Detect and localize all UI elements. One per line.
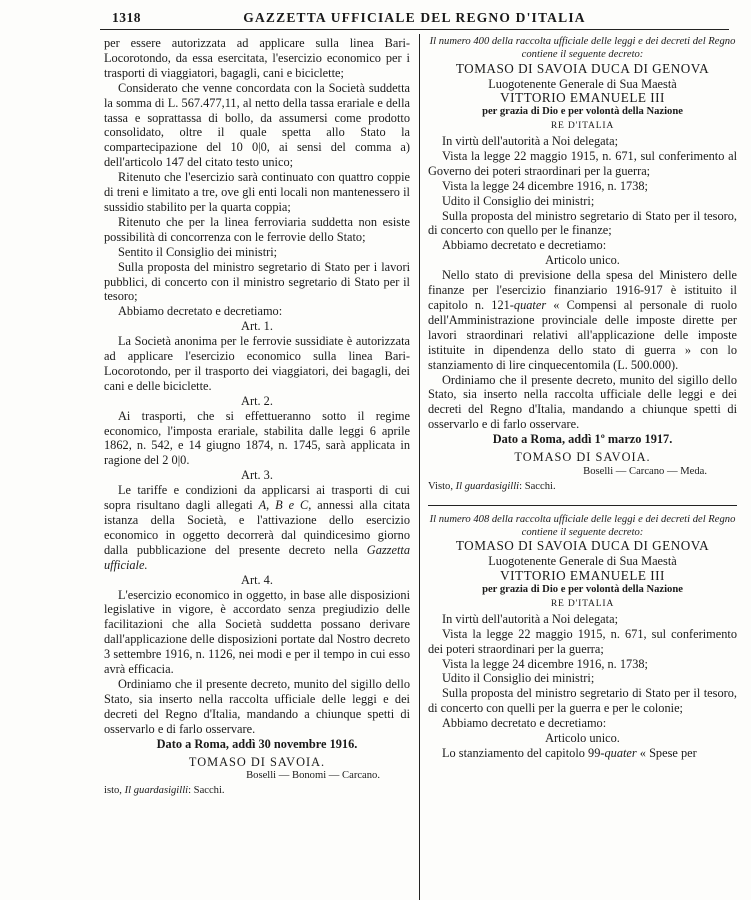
- text-run: Visto,: [428, 480, 456, 492]
- text-run: quater: [604, 745, 637, 760]
- dated-line: Dato a Roma, addì 30 novembre 1916.: [156, 736, 358, 751]
- grazia-line: per grazia di Dio e per volontà della Nazione: [482, 584, 683, 596]
- paragraph: Sentito il Consiglio dei ministri;: [118, 244, 278, 259]
- signer: TOMASO DI SAVOIA.: [514, 450, 651, 465]
- grazia-line: per grazia di Dio e per volontà della Nazione: [482, 106, 683, 118]
- text-run: Nello stato di previsione della spesa del Ministero delle finanze per l'esercizio finanziario 1916-917 è istituito il capitolo n. 121-: [428, 268, 737, 312]
- visto-line: [428, 480, 737, 495]
- dated-line: Dato a Roma, addì 1º marzo 1917.: [492, 432, 673, 447]
- article-title: Articolo unico.: [545, 253, 620, 268]
- paragraph: Vista la legge 22 maggio 1915, n. 671, sul conferimento al Governo dei poteri straordinari per la guerra;: [428, 148, 737, 178]
- text-run: Le tariffe e condizioni da applicarsi ai trasporti di cui sopra risultano dagli allegati: [104, 483, 410, 513]
- text-run: isto,: [104, 785, 125, 797]
- decree-subtitle: Luogotenente Generale di Sua Maestà: [488, 76, 677, 91]
- text-run: : Sacchi.: [188, 785, 225, 797]
- paragraph: per essere autorizzata ad applicare sulla linea Bari-Locorotondo, da essa esercitata, l'esercizio economico per i trasporti di viaggiatori, bagagli, cani e biciclette;: [104, 36, 410, 80]
- re-ditalia: RE D'ITALIA: [550, 597, 615, 609]
- paragraph: Vista la legge 22 maggio 1915, n. 671, sul conferimento dei poteri straordinari per la guerra;: [428, 626, 737, 656]
- countersignatures: Boselli — Carcano — Meda.: [583, 465, 707, 477]
- paragraph: Udito il Consiglio dei ministri;: [442, 193, 595, 208]
- text-run: Lo stanziamento del capitolo 99-: [442, 745, 605, 760]
- decree-intro: Il numero 408 della raccolta ufficiale delle leggi e dei decreti del Regno contiene il seguente decreto:: [429, 513, 736, 538]
- king-name: VITTORIO EMANUELE III: [500, 568, 665, 584]
- text-run: quater: [513, 297, 547, 312]
- paragraph: In virtù dell'autorità a Noi delegata;: [442, 134, 619, 149]
- column-divider: [419, 34, 420, 900]
- text-run: annessi alla citata istanza della Società, e l'attivazione dello esercizio economico in oggetto decorrerà dal quindicesimo giorno dalla pubblicazione del presente decreto nella: [104, 498, 410, 557]
- paragraph: Vista la legge 24 dicembre 1916, n. 1738;: [442, 178, 648, 193]
- page-number: 1318: [112, 10, 141, 25]
- decree-408: [428, 514, 737, 761]
- article-title: Articolo unico.: [545, 731, 620, 746]
- king-name: VITTORIO EMANUELE III: [500, 90, 665, 106]
- text-run: « Compensi al personale di ruolo dell'Amministrazione provinciale delle imposte dirette per lavori straordinari relativi all'applicazione delle imposte istituite in dipendenza dello stato di guerra » con lo stanziamento di lire cinquecentomila (L. 500.000).: [428, 297, 737, 372]
- paragraph: Sulla proposta del ministro segretario di Stato per il tesoro, di concerto con quello per le finanze;: [428, 208, 737, 238]
- article-1-text: La Società anonima per le ferrovie sussidiate è autorizzata ad applicare l'esercizio economico sulla linea Bari-Locorotondo, per il trasporto dei viaggiatori, dei bagagli, dei cani e delle biciclette.: [104, 334, 410, 393]
- countersignatures: Boselli — Bonomi — Carcano.: [246, 770, 380, 782]
- article-3-text: [104, 483, 410, 572]
- article-4-text: L'esercizio economico in oggetto, in base alle disposizioni legislative in vigore, è accordato senza pregiudizio delle facilitazioni che alla Società suddetta possano derivare dall'applicazione delle disposizioni portate dal Nostro decreto 3 settembre 1916, n. 1126, nei modi e per il tempo in cui esso avrà efficacia.: [104, 587, 410, 677]
- paragraph: Sulla proposta del ministro segretario di Stato per i lavori pubblici, di concerto con il ministro segretario di Stato per il tesoro;: [104, 259, 410, 304]
- gazzetta-reference: Gazzetta ufficiale.: [104, 542, 410, 572]
- paragraph: Abbiamo decretato e decretiamo:: [442, 238, 607, 253]
- paragraph: Considerato che venne concordata con la Società suddetta la somma di L. 567.477,11, al netto della tassa erariale e della tassa e soprattassa di bollo, da assumersi come prodotto consolidato, oltre il quale spetta allo Stato la compartecipazione del 10 0|0, ai sensi del comma a) dell'articolo 147 del citato testo unico;: [104, 80, 410, 170]
- text-run: : Sacchi.: [519, 480, 556, 492]
- signer: TOMASO DI SAVOIA.: [188, 754, 326, 769]
- gazette-title: GAZZETTA UFFICIALE DEL REGNO D'ITALIA: [243, 10, 586, 25]
- paragraph: In virtù dell'autorità a Noi delegata;: [442, 611, 619, 626]
- re-ditalia: RE D'ITALIA: [550, 120, 615, 132]
- right-column: [428, 36, 737, 761]
- article-text: [428, 268, 737, 372]
- article-1-title: Art. 1.: [241, 319, 273, 334]
- article-2-title: Art. 2.: [241, 393, 273, 408]
- text-run: Il guardasigilli: [455, 480, 520, 492]
- order-clause: Ordiniamo che il presente decreto, munito del sigillo dello Stato, sia inserto nella raccolta ufficiale delle leggi e dei decreti del Regno d'Italia, mandando a chiunque spetti di osservarlo e di farlo osservare.: [104, 676, 410, 736]
- decree-separator: [428, 505, 737, 506]
- decree-title: TOMASO DI SAVOIA DUCA DI GENOVA: [455, 60, 710, 76]
- page-header: [100, 4, 729, 32]
- text-run: Il guardasigilli: [124, 785, 189, 797]
- order-clause: Ordiniamo che il presente decreto, munito del sigillo dello Stato, sia inserto nella raccolta ufficiale delle leggi e dei decreti del Regno d'Italia, mandando a chiunque spetti di osservarlo e di farlo osservare.: [428, 372, 737, 432]
- decree-intro: Il numero 400 della raccolta ufficiale delle leggi e dei decreti del Regno contiene il seguente decreto:: [429, 36, 736, 60]
- article-3-title: Art. 3.: [241, 468, 273, 483]
- text-run: « Spese per: [636, 745, 697, 760]
- paragraph: Abbiamo decretato e decretiamo:: [118, 304, 283, 319]
- decree-400: [428, 36, 737, 495]
- decree-subtitle: Luogotenente Generale di Sua Maestà: [488, 554, 677, 569]
- header-rule: [100, 29, 729, 30]
- paragraph: Vista la legge 24 dicembre 1916, n. 1738;: [442, 656, 648, 671]
- paragraph: Udito il Consiglio dei ministri;: [442, 671, 595, 686]
- left-column: [104, 36, 410, 799]
- visto-line: [104, 784, 410, 799]
- decree-title: TOMASO DI SAVOIA DUCA DI GENOVA: [455, 538, 710, 554]
- paragraph: Abbiamo decretato e decretiamo:: [442, 716, 607, 731]
- article-text: [428, 746, 737, 761]
- annex-letters: A, B e C,: [258, 498, 312, 513]
- paragraph: Ritenuto che per la linea ferroviaria suddetta non esiste possibilità di concorrenza con le ferrovie dello Stato;: [104, 214, 410, 244]
- article-4-title: Art. 4.: [241, 572, 273, 587]
- paragraph: Ritenuto che l'esercizio sarà continuato con quattro coppie di treni e limitato a tre, ove gli enti locali non mantenessero il sussidio stabilito per la quarta coppia;: [104, 170, 410, 214]
- paragraph: Sulla proposta del ministro segretario di Stato per il tesoro, di concerto con quelli per la guerra e per le colonie;: [428, 686, 737, 716]
- article-2-text: Ai trasporti, che si effettueranno sotto il regime economico, l'imposta erariale, stabilita dalle leggi 6 aprile 1862, n. 542, e 14 giugno 1874, n. 1745, sarà applicata in ragione del 2 0|0.: [104, 408, 410, 468]
